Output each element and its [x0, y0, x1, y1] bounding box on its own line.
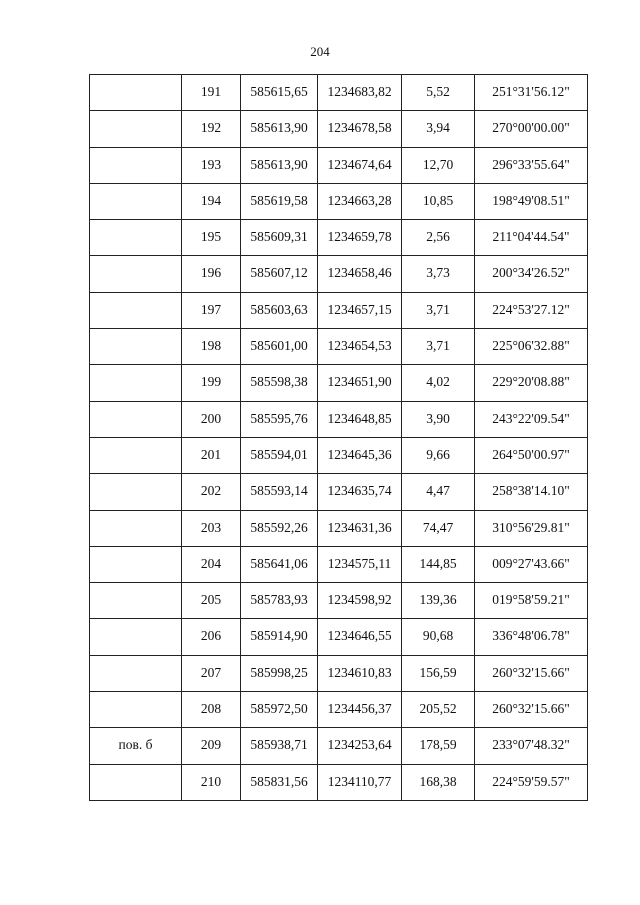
- table-row: [90, 474, 588, 510]
- y-coordinate-cell: 1234610,83: [318, 655, 402, 691]
- row-label-cell: [90, 365, 182, 401]
- segment-length-cell: 144,85: [402, 546, 475, 582]
- segment-length-cell: 139,36: [402, 583, 475, 619]
- table-row: [90, 510, 588, 546]
- y-coordinate-cell: 1234683,82: [318, 75, 402, 111]
- direction-angle-cell: 198°49'08.51": [475, 183, 588, 219]
- table-row: [90, 75, 588, 111]
- x-coordinate-cell: 585613,90: [241, 147, 318, 183]
- y-coordinate-cell: 1234651,90: [318, 365, 402, 401]
- direction-angle-cell: 310°56'29.81": [475, 510, 588, 546]
- segment-length-cell: 90,68: [402, 619, 475, 655]
- y-coordinate-cell: 1234674,64: [318, 147, 402, 183]
- x-coordinate-cell: 585607,12: [241, 256, 318, 292]
- x-coordinate-cell: 585914,90: [241, 619, 318, 655]
- point-number-cell: 205: [182, 583, 241, 619]
- table-row: [90, 401, 588, 437]
- row-label-cell: [90, 329, 182, 365]
- y-coordinate-cell: 1234456,37: [318, 692, 402, 728]
- table-row: [90, 692, 588, 728]
- table-row: [90, 111, 588, 147]
- row-label-cell: [90, 474, 182, 510]
- y-coordinate-cell: 1234646,55: [318, 619, 402, 655]
- segment-length-cell: 2,56: [402, 220, 475, 256]
- table-row: [90, 365, 588, 401]
- x-coordinate-cell: 585609,31: [241, 220, 318, 256]
- y-coordinate-cell: 1234658,46: [318, 256, 402, 292]
- row-label-cell: [90, 510, 182, 546]
- point-number-cell: 206: [182, 619, 241, 655]
- direction-angle-cell: 264°50'00.97": [475, 437, 588, 473]
- y-coordinate-cell: 1234635,74: [318, 474, 402, 510]
- direction-angle-cell: 225°06'32.88": [475, 329, 588, 365]
- point-number-cell: 197: [182, 292, 241, 328]
- segment-length-cell: 3,90: [402, 401, 475, 437]
- point-number-cell: 195: [182, 220, 241, 256]
- x-coordinate-cell: 585601,00: [241, 329, 318, 365]
- segment-length-cell: 3,71: [402, 292, 475, 328]
- x-coordinate-cell: 585595,76: [241, 401, 318, 437]
- row-label-cell: [90, 183, 182, 219]
- segment-length-cell: 4,02: [402, 365, 475, 401]
- point-number-cell: 196: [182, 256, 241, 292]
- table-row: [90, 147, 588, 183]
- y-coordinate-cell: 1234575,11: [318, 546, 402, 582]
- segment-length-cell: 5,52: [402, 75, 475, 111]
- direction-angle-cell: 260°32'15.66": [475, 692, 588, 728]
- table-row: [90, 728, 588, 764]
- row-label-cell: [90, 75, 182, 111]
- point-number-cell: 204: [182, 546, 241, 582]
- y-coordinate-cell: 1234253,64: [318, 728, 402, 764]
- row-label-cell: пов. б: [90, 728, 182, 764]
- segment-length-cell: 3,71: [402, 329, 475, 365]
- segment-length-cell: 168,38: [402, 764, 475, 800]
- row-label-cell: [90, 764, 182, 800]
- x-coordinate-cell: 585603,63: [241, 292, 318, 328]
- x-coordinate-cell: 585613,90: [241, 111, 318, 147]
- point-number-cell: 192: [182, 111, 241, 147]
- table-row: [90, 437, 588, 473]
- row-label-cell: [90, 583, 182, 619]
- point-number-cell: 201: [182, 437, 241, 473]
- direction-angle-cell: 260°32'15.66": [475, 655, 588, 691]
- row-label-cell: [90, 147, 182, 183]
- direction-angle-cell: 009°27'43.66": [475, 546, 588, 582]
- point-number-cell: 198: [182, 329, 241, 365]
- x-coordinate-cell: 585831,56: [241, 764, 318, 800]
- row-label-cell: [90, 111, 182, 147]
- row-label-cell: [90, 220, 182, 256]
- table-row: [90, 583, 588, 619]
- row-label-cell: [90, 619, 182, 655]
- direction-angle-cell: 019°58'59.21": [475, 583, 588, 619]
- segment-length-cell: 9,66: [402, 437, 475, 473]
- point-number-cell: 209: [182, 728, 241, 764]
- table-row: [90, 546, 588, 582]
- y-coordinate-cell: 1234598,92: [318, 583, 402, 619]
- point-number-cell: 194: [182, 183, 241, 219]
- row-label-cell: [90, 437, 182, 473]
- point-number-cell: 210: [182, 764, 241, 800]
- x-coordinate-cell: 585783,93: [241, 583, 318, 619]
- direction-angle-cell: 270°00'00.00": [475, 111, 588, 147]
- row-label-cell: [90, 256, 182, 292]
- point-number-cell: 200: [182, 401, 241, 437]
- table-row: [90, 619, 588, 655]
- y-coordinate-cell: 1234663,28: [318, 183, 402, 219]
- direction-angle-cell: 200°34'26.52": [475, 256, 588, 292]
- point-number-cell: 191: [182, 75, 241, 111]
- point-number-cell: 208: [182, 692, 241, 728]
- table-row: [90, 292, 588, 328]
- row-label-cell: [90, 692, 182, 728]
- direction-angle-cell: 224°59'59.57": [475, 764, 588, 800]
- x-coordinate-cell: 585593,14: [241, 474, 318, 510]
- coordinates-table: [89, 74, 588, 801]
- point-number-cell: 199: [182, 365, 241, 401]
- segment-length-cell: 205,52: [402, 692, 475, 728]
- segment-length-cell: 156,59: [402, 655, 475, 691]
- y-coordinate-cell: 1234645,36: [318, 437, 402, 473]
- direction-angle-cell: 233°07'48.32": [475, 728, 588, 764]
- direction-angle-cell: 251°31'56.12": [475, 75, 588, 111]
- table-row: [90, 220, 588, 256]
- y-coordinate-cell: 1234631,36: [318, 510, 402, 546]
- x-coordinate-cell: 585592,26: [241, 510, 318, 546]
- table-row: [90, 655, 588, 691]
- x-coordinate-cell: 585641,06: [241, 546, 318, 582]
- x-coordinate-cell: 585998,25: [241, 655, 318, 691]
- table-row: [90, 764, 588, 800]
- segment-length-cell: 12,70: [402, 147, 475, 183]
- point-number-cell: 202: [182, 474, 241, 510]
- point-number-cell: 203: [182, 510, 241, 546]
- y-coordinate-cell: 1234678,58: [318, 111, 402, 147]
- x-coordinate-cell: 585615,65: [241, 75, 318, 111]
- segment-length-cell: 3,73: [402, 256, 475, 292]
- row-label-cell: [90, 546, 182, 582]
- segment-length-cell: 4,47: [402, 474, 475, 510]
- coordinates-table-body: [90, 75, 588, 801]
- y-coordinate-cell: 1234648,85: [318, 401, 402, 437]
- segment-length-cell: 178,59: [402, 728, 475, 764]
- direction-angle-cell: 243°22'09.54": [475, 401, 588, 437]
- direction-angle-cell: 229°20'08.88": [475, 365, 588, 401]
- direction-angle-cell: 296°33'55.64": [475, 147, 588, 183]
- x-coordinate-cell: 585594,01: [241, 437, 318, 473]
- row-label-cell: [90, 292, 182, 328]
- table-row: [90, 183, 588, 219]
- y-coordinate-cell: 1234654,53: [318, 329, 402, 365]
- x-coordinate-cell: 585598,38: [241, 365, 318, 401]
- segment-length-cell: 74,47: [402, 510, 475, 546]
- y-coordinate-cell: 1234657,15: [318, 292, 402, 328]
- page-number: 204: [310, 44, 330, 59]
- y-coordinate-cell: 1234659,78: [318, 220, 402, 256]
- x-coordinate-cell: 585938,71: [241, 728, 318, 764]
- row-label-cell: [90, 655, 182, 691]
- x-coordinate-cell: 585972,50: [241, 692, 318, 728]
- segment-length-cell: 10,85: [402, 183, 475, 219]
- table-row: [90, 256, 588, 292]
- point-number-cell: 207: [182, 655, 241, 691]
- table-row: [90, 329, 588, 365]
- y-coordinate-cell: 1234110,77: [318, 764, 402, 800]
- direction-angle-cell: 211°04'44.54": [475, 220, 588, 256]
- direction-angle-cell: 258°38'14.10": [475, 474, 588, 510]
- segment-length-cell: 3,94: [402, 111, 475, 147]
- direction-angle-cell: 224°53'27.12": [475, 292, 588, 328]
- direction-angle-cell: 336°48'06.78": [475, 619, 588, 655]
- x-coordinate-cell: 585619,58: [241, 183, 318, 219]
- row-label-cell: [90, 401, 182, 437]
- point-number-cell: 193: [182, 147, 241, 183]
